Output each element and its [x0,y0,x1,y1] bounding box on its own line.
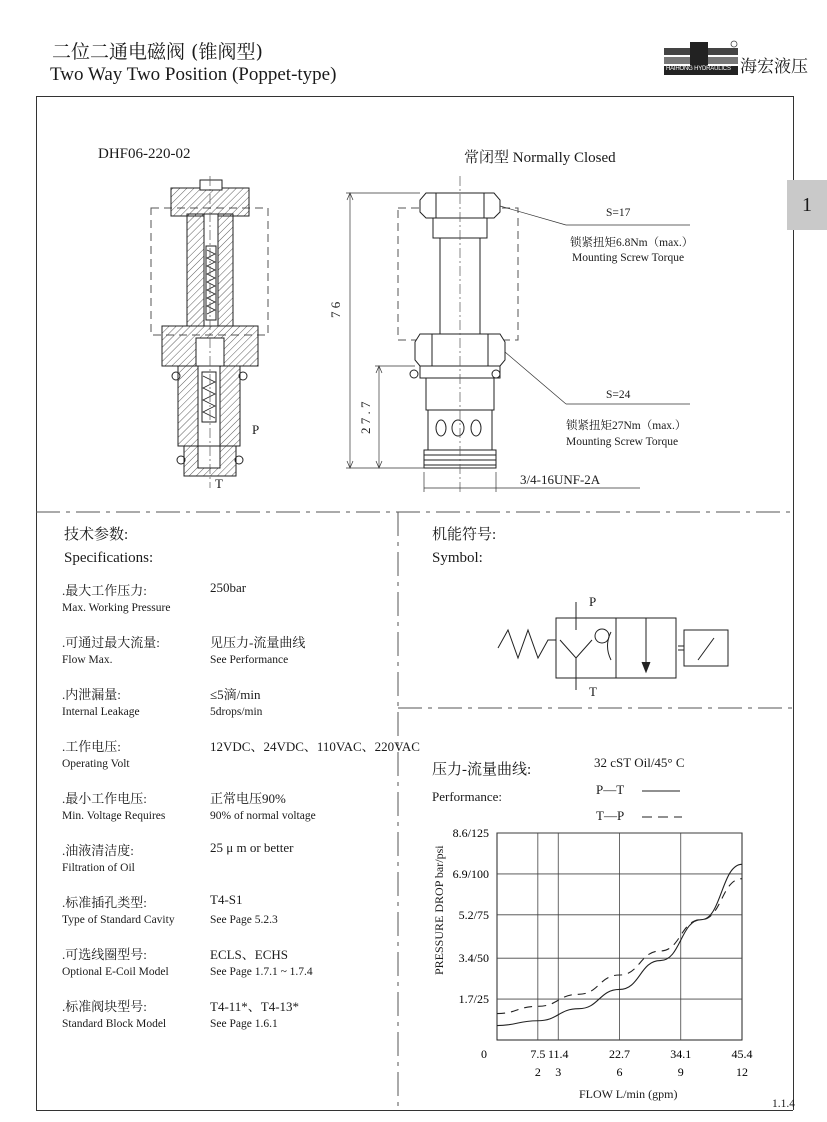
spec-value-en: See Page 1.6.1 [210,1018,278,1030]
chart-x-tick-gpm: 12 [736,1065,748,1079]
chart-ylabel: PRESSURE DROP bar/psi [432,845,446,975]
spec-label-cn: .可选线圈型号: [62,947,147,962]
thread-spec: 3/4-16UNF-2A [520,472,601,487]
port-t-label: T [215,476,223,491]
symbol-heading-cn: 机能符号: [432,527,497,543]
spec-value-en: 5drops/min [210,706,263,718]
spec-value-en: See Performance [210,654,289,666]
chart-x-tick: 34.1 [670,1047,692,1061]
chart-x-tick-gpm: 6 [616,1065,623,1079]
torque1-cn: 锁紧扭矩6.8Nm（max.） [570,237,694,249]
spec-label-cn: .最小工作电压: [62,791,147,806]
chart-xlabel: FLOW L/min (gpm) [579,1087,678,1101]
spec-label-en: Flow Max. [62,654,113,666]
dim-27-7: 2 7 . 7 [358,401,373,434]
torque2-en: Mounting Screw Torque [566,436,679,448]
spec-value: 正常电压90% [210,791,286,806]
spec-label-en: Operating Volt [62,758,130,770]
spec-label-en: Min. Voltage Requires [62,810,166,822]
spec-value-en: See Page 1.7.1 ~ 1.7.4 [210,966,313,978]
spec-value: 25 μ m or better [210,840,294,855]
specs-heading-cn: 技术参数: [64,527,129,543]
chart-x-tick: 0 [481,1047,487,1061]
spec-value: 250bar [210,580,247,595]
spec-label-en: Max. Working Pressure [62,602,171,614]
spec-label-en: Optional E-Coil Model [62,966,169,978]
spec-label-cn: .最大工作压力: [62,583,147,598]
chart-y-tick: 5.2/75 [458,907,489,922]
chart-y-tick: 3.4/50 [458,951,489,966]
spec-label-en: Type of Standard Cavity [62,914,175,926]
normally-closed-label: 常闭型 Normally Closed [464,150,616,166]
spec-label-en: Filtration of Oil [62,862,135,874]
chart-x-tick: 7.5 [530,1047,546,1061]
specs-heading-en: Specifications: [64,550,154,566]
dim-76: 7 6 [328,301,343,318]
legend-tp-label: T—P [596,808,625,823]
section-tab: 1 [787,180,827,230]
spec-label-en: Standard Block Model [62,1018,167,1030]
chart-x-tick-gpm: 2 [534,1065,541,1079]
spec-value: ECLS、ECHS [210,947,289,962]
torque2-cn: 锁紧扭矩27Nm（max.） [566,420,687,432]
spec-value: T4-11*、T4-13* [210,999,300,1014]
spec-label-cn: .油液清洁度: [62,843,134,858]
spec-value-en: See Page 5.2.3 [210,914,278,926]
spec-label-en: Internal Leakage [62,706,140,718]
chart-x-tick: 11.4 [547,1047,569,1061]
performance-heading-cn: 压力-流量曲线: [432,762,532,778]
hex-s17-label: S=17 [606,207,631,219]
spec-value: 见压力-流量曲线 [210,635,306,650]
spec-label-cn: .标准阀块型号: [62,999,147,1014]
oil-spec: 32 cST Oil/45° C [594,755,685,770]
chart-x-tick-gpm: 9 [677,1065,684,1079]
chart-y-tick: 8.6/125 [452,826,489,840]
port-p-label: P [252,422,260,437]
chart-y-tick: 1.7/25 [458,992,489,1007]
hex-s24-label: S=24 [606,389,631,401]
symbol-port-t: T [589,684,597,699]
spec-value: 12VDC、24VDC、110VAC、220VAC [210,739,420,754]
logo-text: HAIHONG HYDRAULICS [666,66,731,72]
symbol-port-p: P [589,594,597,609]
spec-label-cn: .可通过最大流量: [62,635,160,650]
chart-x-tick: 45.4 [731,1047,753,1061]
performance-heading-en: Performance: [432,789,503,804]
spec-value-en: 90% of normal voltage [210,810,316,822]
spec-value: T4-S1 [210,892,243,907]
spec-label-cn: .工作电压: [62,739,121,754]
spec-label-cn: .内泄漏量: [62,687,121,702]
torque1-en: Mounting Screw Torque [572,252,685,264]
spec-value: ≤5滴/min [210,687,261,702]
logo-cn: 海宏液压 [740,57,808,77]
model-number: DHF06-220-02 [98,146,191,162]
legend-pt-label: P—T [596,782,625,797]
chart-y-tick: 6.9/100 [452,866,489,881]
chart-x-tick: 22.7 [609,1047,630,1061]
title-en: Two Way Two Position (Poppet-type) [50,64,337,85]
page-number: 1.1.4 [772,1098,795,1110]
spec-label-cn: .标准插孔类型: [62,895,147,910]
title-cn: 二位二通电磁阀 (锥阀型) [52,41,263,63]
chart-x-tick-gpm: 3 [555,1065,562,1079]
symbol-heading-en: Symbol: [432,550,483,566]
